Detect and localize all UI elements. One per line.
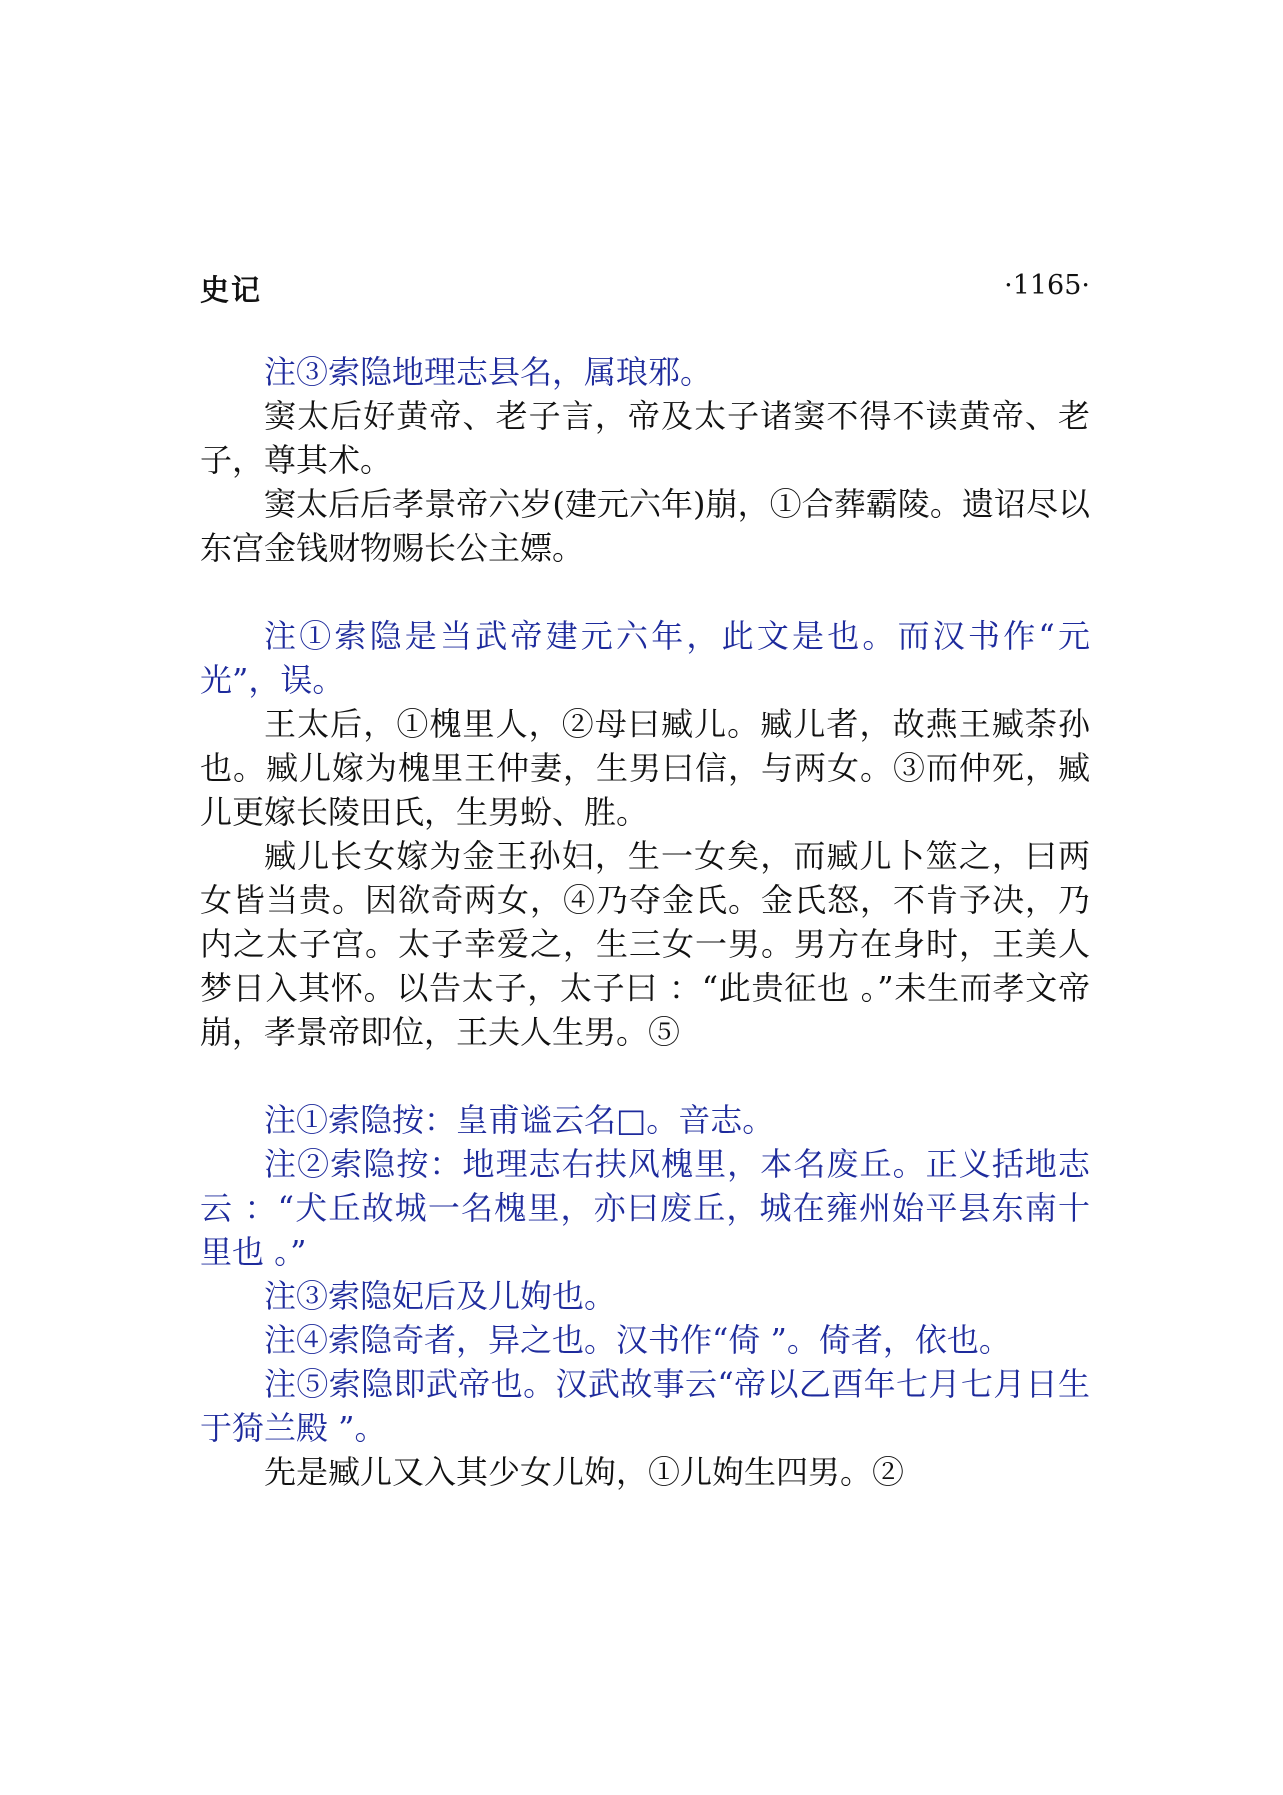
annotation-paragraph: 注④索隐奇者，异之也。汉书作“倚 ”。倚者，依也。 xyxy=(264,1321,1011,1359)
page-body xyxy=(200,350,1090,1494)
paragraph-gap xyxy=(200,570,1090,614)
text-paragraph: 窦太后后孝景帝六岁(建元六年)崩，①合葬霸陵。遗诏尽以东宫金钱财物赐长公主嫖。 xyxy=(200,485,1090,567)
text-paragraph: 臧儿长女嫁为金王孙妇，生一女矣，而臧儿卜筮之，曰两女皆当贵。因欲奇两女，④乃夺金氏。金氏怒，不肯予决，乃内之太子宫。太子幸爱之，生三女一男。男方在身时，王美人梦日入其怀。以告太子，太子曰 ：“此贵征也 。”未生而孝文帝崩，孝景帝即位，王夫人生男。⑤ xyxy=(200,837,1090,1051)
annotation-paragraph: 注③索隐地理志县名，属琅邪。 xyxy=(264,353,713,391)
paragraph-gap xyxy=(200,1054,1090,1098)
annotation-paragraph: 注②索隐按：地理志右扶风槐里，本名废丘。正义括地志云 ：“犬丘故城一名槐里，亦曰废丘，城在雍州始平县东南十里也 。” xyxy=(200,1145,1090,1271)
page-number: ·1165· xyxy=(1004,270,1090,301)
text-paragraph: 先是臧儿又入其少女儿姁，①儿姁生四男。② xyxy=(264,1453,905,1491)
annotation-paragraph: 注③索隐妃后及儿姁也。 xyxy=(264,1277,617,1315)
annotation-paragraph: 注①索隐是当武帝建元六年，此文是也。而汉书作“元光”，误。 xyxy=(200,617,1090,699)
annotation-paragraph: 注⑤索隐即武帝也。汉武故事云“帝以乙酉年七月七月日生于猗兰殿 ”。 xyxy=(200,1365,1090,1447)
text-paragraph: 王太后，①槐里人，②母曰臧儿。臧儿者，故燕王臧荼孙也。臧儿嫁为槐里王仲妻，生男曰信，与两女。③而仲死，臧儿更嫁长陵田氏，生男蚡、胜。 xyxy=(200,705,1090,831)
annotation-paragraph: 注①索隐按：皇甫谧云名□。音志。 xyxy=(264,1101,775,1139)
text-paragraph: 窦太后好黄帝、老子言，帝及太子诸窦不得不读黄帝、老子，尊其术。 xyxy=(200,397,1090,479)
page-header xyxy=(200,268,1090,312)
book-title: 史记 xyxy=(200,273,263,307)
